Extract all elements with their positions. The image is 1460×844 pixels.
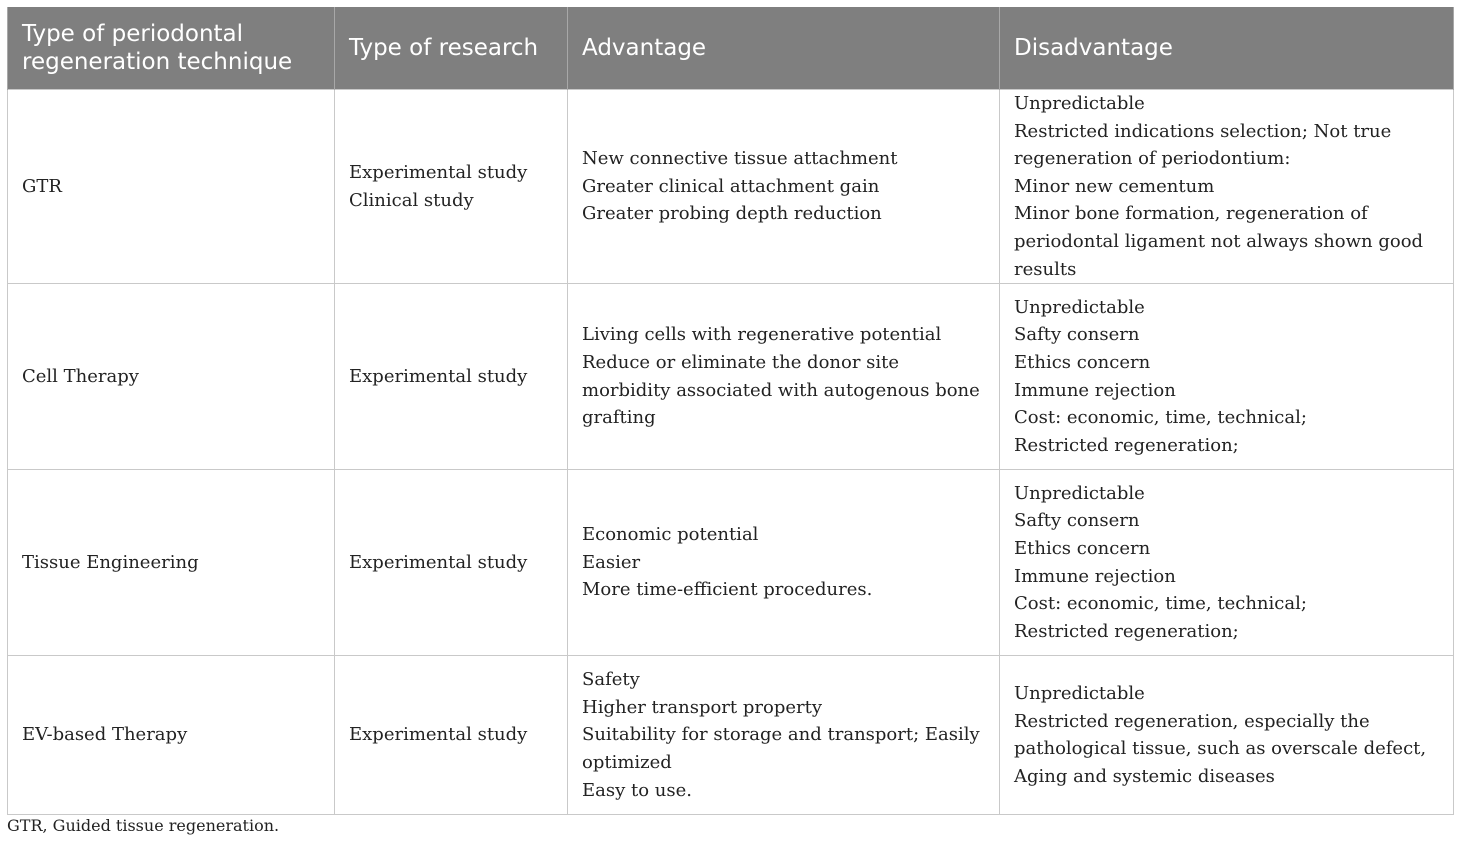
disadvantage-item: Safty consern xyxy=(1014,324,1140,346)
table-footnote: GTR, Guided tissue regeneration. xyxy=(7,816,280,835)
disadvantage-cell xyxy=(1000,470,1454,656)
disadvantage-item: Unpredictable xyxy=(1014,296,1145,318)
research-item: Experimental study xyxy=(349,724,528,746)
advantage-item: Living cells with regenerative potential xyxy=(582,324,942,346)
advantage-item: Greater probing depth reduction xyxy=(582,203,882,225)
technique-name: EV-based Therapy xyxy=(22,724,188,746)
technique-name: GTR xyxy=(22,175,62,197)
disadvantage-item: Restricted regeneration, especially the pathological tissue, such as overscale defect, xyxy=(1014,710,1427,760)
advantage-cell xyxy=(568,90,1000,284)
technique-cell xyxy=(8,656,335,815)
technique-cell xyxy=(8,90,335,284)
advantage-item: Higher transport property xyxy=(582,696,823,718)
header-research: Type of research xyxy=(335,7,568,90)
comparison-table xyxy=(7,7,1454,815)
header-advantage: Advantage xyxy=(568,7,1000,90)
table-row xyxy=(8,656,1454,815)
disadvantage-item: Restricted indications selection; Not true regeneration of periodontium: xyxy=(1014,120,1392,170)
disadvantage-item: Unpredictable xyxy=(1014,93,1145,114)
table-header-row xyxy=(8,7,1454,90)
table-row xyxy=(8,470,1454,656)
header-technique: Type of periodontal regeneration technique xyxy=(8,7,335,90)
research-item: Experimental study xyxy=(349,161,528,183)
advantage-cell xyxy=(568,284,1000,470)
technique-name: Tissue Engineering xyxy=(22,551,199,573)
research-cell xyxy=(335,90,568,284)
advantage-cell xyxy=(568,656,1000,815)
advantage-item: Easier xyxy=(582,551,641,573)
research-cell xyxy=(335,470,568,656)
advantage-item: New connective tissue attachment xyxy=(582,148,898,170)
disadvantage-item: Minor new cementum xyxy=(1014,175,1215,197)
disadvantage-item: Aging and systemic diseases xyxy=(1014,765,1275,787)
disadvantage-item: Immune rejection xyxy=(1014,379,1176,401)
table-row xyxy=(8,90,1454,284)
advantage-item: Reduce or eliminate the donor site morbidity associated with autogenous bone grafting xyxy=(582,352,980,429)
technique-cell xyxy=(8,284,335,470)
technique-name: Cell Therapy xyxy=(22,365,139,387)
technique-cell xyxy=(8,470,335,656)
disadvantage-cell xyxy=(1000,90,1454,284)
advantage-item: Suitability for storage and transport; Easily optimized xyxy=(582,724,980,773)
header-disadvantage: Disadvantage xyxy=(1000,7,1454,90)
disadvantage-item: Restricted regeneration; xyxy=(1014,620,1239,642)
research-cell xyxy=(335,656,568,815)
disadvantage-item: Minor bone formation, regeneration of periodontal ligament not always shown good results xyxy=(1014,203,1424,280)
disadvantage-item: Ethics concern xyxy=(1014,538,1151,560)
research-cell xyxy=(335,284,568,470)
disadvantage-item: Restricted regeneration; xyxy=(1014,434,1239,456)
advantage-item: Safety xyxy=(582,669,640,691)
table-row xyxy=(8,284,1454,470)
disadvantage-item: Unpredictable xyxy=(1014,682,1145,704)
research-item: Experimental study xyxy=(349,551,528,573)
research-item: Clinical study xyxy=(349,189,474,211)
disadvantage-item: Ethics concern xyxy=(1014,352,1151,374)
disadvantage-item: Immune rejection xyxy=(1014,565,1176,587)
disadvantage-cell xyxy=(1000,284,1454,470)
advantage-item: Greater clinical attachment gain xyxy=(582,175,880,197)
advantage-item: Easy to use. xyxy=(582,779,692,801)
disadvantage-cell xyxy=(1000,656,1454,815)
advantage-item: More time-efficient procedures. xyxy=(582,579,873,601)
disadvantage-item: Cost: economic, time, technical; xyxy=(1014,407,1307,429)
advantage-item: Economic potential xyxy=(582,524,759,546)
disadvantage-item: Safty consern xyxy=(1014,510,1140,532)
research-item: Experimental study xyxy=(349,365,528,387)
advantage-cell xyxy=(568,470,1000,656)
disadvantage-item: Unpredictable xyxy=(1014,482,1145,504)
disadvantage-item: Cost: economic, time, technical; xyxy=(1014,593,1307,615)
